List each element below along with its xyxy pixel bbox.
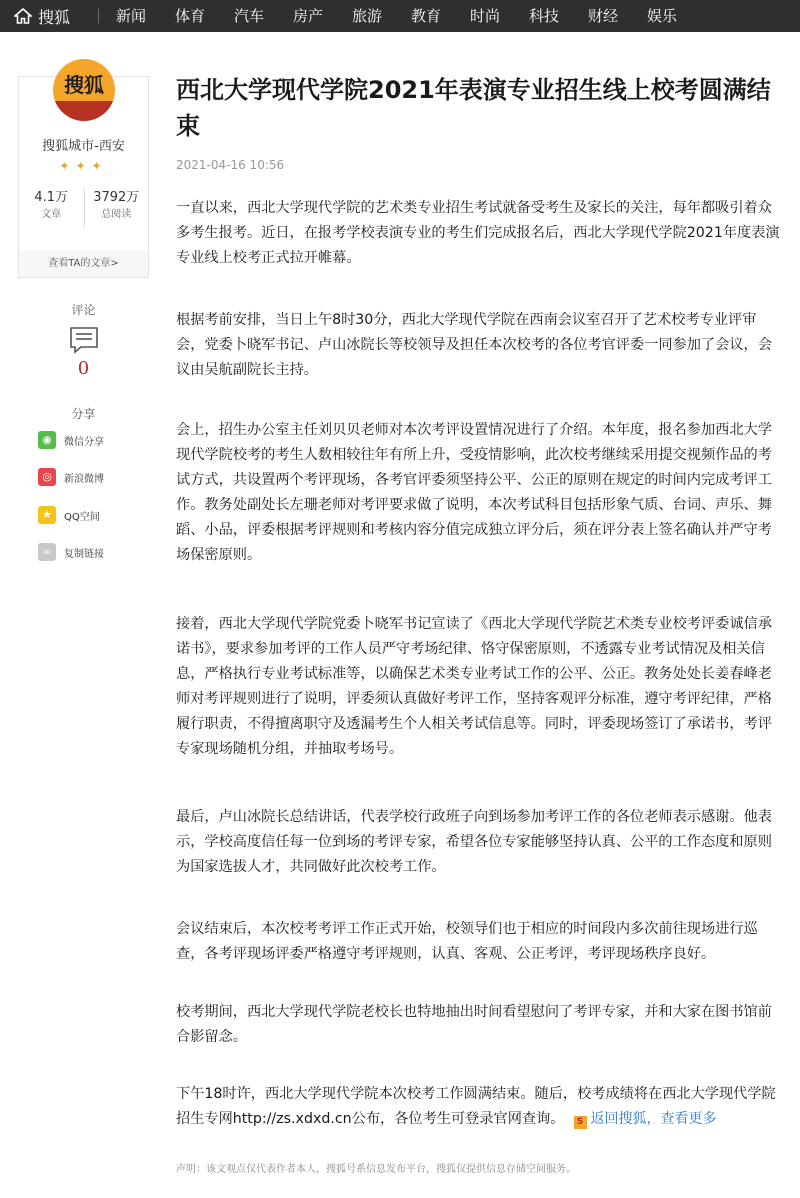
channel-list — [116, 0, 706, 32]
article-date: 2021-04-16 10:56 — [176, 158, 285, 172]
nav-item-finance[interactable]: 财经 — [588, 7, 619, 25]
view-author-articles-link[interactable]: 查看TA的文章> — [19, 251, 148, 277]
comments-title-text: 评论 — [63, 303, 103, 317]
comments-title — [18, 301, 149, 318]
share-wechat-button[interactable] — [38, 429, 104, 451]
home-label: 搜狐 — [38, 7, 71, 27]
author-badges: ✦✦✦ — [59, 159, 108, 173]
stat-reads-label: 总阅读 — [101, 209, 132, 220]
share-qzone-button[interactable] — [38, 504, 100, 526]
nav-item-travel[interactable]: 旅游 — [352, 7, 383, 25]
article-paragraph-8-text: 下午18时许，西北大学现代学院本次校考工作圆满结束。随后，校考成绩将在西北大学现代学院招生专网http://zs.xdxd.cn公布，各位考生可登录官网查询。 — [176, 1086, 776, 1127]
share-title-text: 分享 — [63, 407, 103, 421]
copy-link-label: 复制链接 — [64, 548, 104, 560]
nav-item-fashion[interactable]: 时尚 — [470, 7, 501, 25]
article-paragraph-3: 会上，招生办公室主任刘贝贝老师对本次考评设置情况进行了介绍。本年度，报名参加西北大学现代学院校考的考生人数相较往年有所上升，受疫情影响，此次校考继续采用提交视频作品的考试方式，共设置两个考评现场，各考官评委须坚持公平、公正的原则在规定的时间内完成考评工作。教务处副处长左珊老师对考评要求做了说明，本次考试科目包括形象气质、台词、声乐、舞蹈、小品，评委根据考评规则和考核内容分值完成独立评分后，须在评分表上签名确认并严守考场保密原则。 — [176, 422, 772, 563]
stat-reads — [84, 189, 149, 227]
article-paragraph-4: 接着，西北大学现代学院党委卜晓军书记宣读了《西北大学现代学院艺术类专业校考评委诚信承诺书》，要求参加考评的工作人员严守考场纪律、恪守保密原则，不透露专业考试情况及相关信息，严格执行专业考试标准等，以确保艺术类专业考试工作的公平、公正。教务处处长姜春峰老师对考评规则进行了说明，评委须认真做好考评工作，坚持客观评分标准，遵守考评纪律，严格履行职责，不得擅离职守及透漏考生个人相关考试信息等。同时，评委现场签订了承诺书，考评专家现场随机分组，并抽取考场号。 — [176, 616, 772, 757]
article-title: 西北大学现代学院2021年表演专业招生线上校考圆满结束 — [176, 76, 771, 140]
author-stats — [19, 189, 148, 227]
sohu-logo-icon: S — [574, 1116, 587, 1129]
home-icon — [14, 8, 32, 24]
top-navigation-bar — [0, 0, 800, 32]
nav-separator — [98, 9, 99, 23]
share-title — [18, 405, 149, 422]
share-weibo-label: 新浪微博 — [64, 473, 104, 485]
avatar-logo-band — [53, 101, 115, 121]
article-paragraph-6: 会议结束后，本次校考考评工作正式开始，校领导们也于相应的时间段内多次前往现场进行巡查，各考评现场评委严格遵守考评规则，认真、客观、公正考评，考评现场秩序良好。 — [176, 921, 758, 962]
nav-item-tech[interactable]: 科技 — [529, 7, 560, 25]
nav-item-entertainment[interactable]: 娱乐 — [647, 7, 678, 25]
share-qzone-label: QQ空间 — [64, 511, 100, 523]
qzone-icon: ★ — [38, 506, 56, 524]
share-weibo-button[interactable] — [38, 466, 104, 488]
stat-articles — [19, 189, 84, 227]
stat-reads-value: 3792万 — [93, 190, 140, 205]
back-to-sohu-label: 返回搜狐，查看更多 — [590, 1111, 717, 1127]
share-wechat-label: 微信分享 — [64, 436, 104, 448]
nav-item-auto[interactable]: 汽车 — [234, 7, 265, 25]
article-paragraph-8 — [176, 1082, 780, 1132]
back-to-sohu-link[interactable] — [574, 1111, 717, 1127]
article-paragraph-1: 一直以来，西北大学现代学院的艺术类专业招生考试就备受考生及家长的关注，每年都吸引着众多考生报考。近日，在报考学校表演专业的考生们完成报名后，西北大学现代学院2021年度表演专业线上校考正式拉开帷幕。 — [176, 200, 780, 266]
stat-articles-value: 4.1万 — [34, 190, 69, 205]
wechat-icon: ◉ — [38, 431, 56, 449]
nav-item-sports[interactable]: 体育 — [175, 7, 206, 25]
stat-articles-label: 文章 — [41, 209, 62, 220]
copy-link-button[interactable] — [38, 541, 104, 563]
link-icon: ∞ — [38, 543, 56, 561]
article-paragraph-2: 根据考前安排，当日上午8时30分，西北大学现代学院在西南会议室召开了艺术校考专业评审会，党委卜晓军书记、卢山冰院长等校领导及担任本次校考的各位考官评委一同参加了会议，会议由吴航副院长主持。 — [176, 312, 772, 378]
home-link[interactable] — [14, 0, 70, 32]
author-card — [18, 73, 149, 278]
article-paragraph-5: 最后，卢山冰院长总结讲话，代表学校行政班子向到场参加考评工作的各位老师表示感谢。他表示，学校高度信任每一位到场的考评专家，希望各位专家能够坚持认真、公平的工作态度和原则为国家选拔人才，共同做好此次校考工作。 — [176, 809, 772, 875]
comment-count[interactable]: 0 — [77, 358, 90, 379]
disclaimer: 声明：该文观点仅代表作者本人，搜狐号系信息发布平台，搜狐仅提供信息存储空间服务。 — [176, 1164, 576, 1175]
weibo-icon: ◎ — [38, 468, 56, 486]
nav-item-education[interactable]: 教育 — [411, 7, 442, 25]
nav-item-realestate[interactable]: 房产 — [293, 7, 324, 25]
avatar[interactable] — [53, 59, 115, 121]
nav-item-news[interactable]: 新闻 — [116, 7, 147, 25]
article-paragraph-7: 校考期间，西北大学现代学院老校长也特地抽出时间看望慰问了考评专家，并和大家在图书馆前合影留念。 — [176, 1004, 772, 1045]
avatar-logo-text: 搜狐 — [64, 73, 104, 97]
author-name[interactable]: 搜狐城市-西安 — [42, 139, 125, 154]
comment-icon[interactable] — [69, 326, 99, 354]
